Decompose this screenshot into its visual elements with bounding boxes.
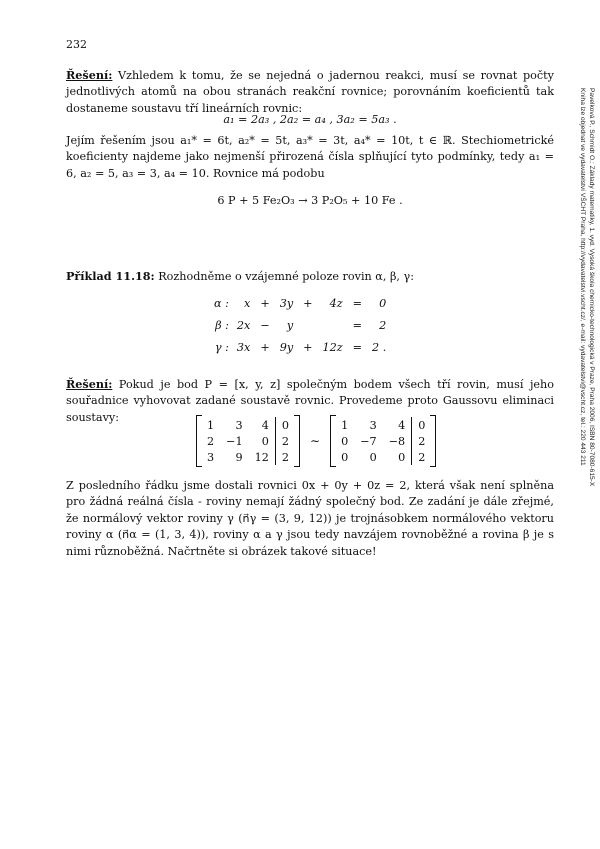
matrix-cell: 9 — [235, 450, 243, 464]
matrix-cell: 1 — [207, 418, 215, 432]
matrix-cell: 1 — [341, 418, 349, 432]
side-note-line-2: Kniha lze objednat ve vydavatelství VŠCHT Praha, http://vydavatelstvi.vscht.cz/, e-mail: vydavatelstvi@vscht.cz, tel.: 220 443 211 — [579, 88, 586, 466]
reaction-text: 6 P + 5 Fe₂O₃ → 3 P₂O₅ + 10 Fe . — [217, 194, 403, 207]
matrix-cell: 4 — [398, 418, 406, 432]
matrix-cell: 0 — [398, 450, 406, 464]
matrix-cell: 0 — [412, 417, 432, 433]
matrix-row — [201, 417, 295, 433]
similar-symbol: ∼ — [310, 434, 321, 448]
matrix-cell: 3 — [207, 450, 215, 464]
system-cell: + — [260, 340, 270, 354]
matrix-cell: −7 — [360, 434, 377, 448]
matrix-cell: 0 — [341, 434, 349, 448]
system-row — [210, 314, 390, 336]
matrix-cell: 2 — [275, 449, 295, 465]
solution-paragraph-2: Jejím řešením jsou a₁* = 6t, a₂* = 5t, a₃* = 3t, a₄* = 10t, t ∈ ℝ. Stechiometrické koeficienty najdeme jako nejmenší přirozená čísla splňující tyto podmínky, tedy a₁ = 6, a₂ = 5, a₃ = 3, a₄ = 10. Rovnice má podobu — [66, 134, 554, 180]
system-cell — [297, 314, 318, 336]
matrix-cell: 0 — [261, 434, 269, 448]
matrix-cell: 0 — [341, 450, 349, 464]
example-text: Rozhodněme o vzájemné poloze rovin α, β, γ: — [154, 270, 414, 283]
solution-text-2: Pokud je bod P = [x, y, z] společným bodem všech tří rovin, musí jeho souřadnice vyhovovat zadané soustavě rovnic. Provedeme proto Gaussovu eliminaci soustavy: — [66, 378, 554, 424]
system-cell: 12z — [322, 340, 343, 354]
system-cell: β : — [215, 318, 229, 332]
system-cell: 3x — [236, 340, 251, 354]
solution-paragraph-1 — [66, 67, 554, 117]
system-cell: − — [260, 318, 270, 332]
system-cell: 2x — [236, 318, 251, 332]
system-cell: 2 — [379, 318, 387, 332]
system-cell: α : — [214, 296, 229, 310]
solution-heading: Řešení: — [66, 68, 113, 82]
example-heading: Příklad 11.18: — [66, 269, 155, 283]
system-cell: + — [260, 296, 270, 310]
example-paragraph — [66, 268, 554, 285]
matrix-cell: 12 — [254, 450, 269, 464]
matrix-cell: −8 — [388, 434, 406, 448]
system-cell: 3y — [279, 296, 294, 310]
matrix-row — [335, 433, 431, 449]
conclusion-paragraph: Z posledního řádku jsme dostali rovnici 0x + 0y + 0z = 2, která však není splněna pro žádná reálná čísla - roviny nemají žádný společný bod. Ze zadání je dále zřejmé, že normálový vektor roviny γ (n⃗γ = (3, 9, 12)) je trojnásobkem normálového vektoru roviny α (n⃗α = (1, 3, 4)), roviny α a γ jsou tedy navzájem rovnoběžné a rovina β je s nimi různoběžná. Načrtněte si obrázek takové situace! — [66, 479, 554, 558]
matrix-cell: 0 — [369, 450, 377, 464]
gauss-elimination — [196, 417, 436, 465]
matrix-cell: 3 — [235, 418, 243, 432]
matrix-row — [335, 417, 431, 433]
matrix-cell: 2 — [412, 433, 432, 449]
matrix-left — [196, 417, 300, 465]
system-cell: x — [244, 296, 251, 310]
system-cell: + — [303, 296, 313, 310]
matrix-cell: 0 — [275, 417, 295, 433]
system-cell: = — [352, 318, 363, 332]
system-cell: 9y — [279, 340, 294, 354]
matrix-cell: 4 — [261, 418, 269, 432]
matrix-row — [201, 449, 295, 465]
system-cell: 4z — [329, 296, 343, 310]
matrix-cell: −1 — [226, 434, 243, 448]
system-cell: γ : — [214, 340, 229, 354]
reaction-equation — [66, 194, 554, 207]
matrix-cell: 2 — [207, 434, 215, 448]
side-note — [570, 88, 600, 588]
side-note-text — [578, 88, 596, 486]
matrix-row — [335, 449, 431, 465]
page-number: 232 — [66, 38, 87, 51]
solution-heading-2: Řešení: — [66, 377, 113, 391]
solution-text: Vzhledem k tomu, že se nejedná o jadernou reakci, musí se rovnat počty jednotlivých atomů na obou stranách reakční rovnice; porovnáním koeficientů tak dostaneme soustavu tří lineárních rovnic: — [66, 69, 554, 115]
system-cell: 0 — [379, 296, 387, 310]
system-cell: = — [352, 340, 363, 354]
system-cell — [319, 314, 347, 336]
system-row — [210, 292, 390, 314]
system-cell: 2 . — [372, 340, 387, 354]
system-cell: + — [303, 340, 313, 354]
equation-line: a₁ = 2a₃ , 2a₂ = a₄ , 3a₂ = 5a₃ . — [223, 113, 397, 126]
matrix-cell: 2 — [412, 449, 432, 465]
system-cell: y — [286, 318, 294, 332]
matrix-row — [201, 433, 295, 449]
side-note-line-1: Pavelková P., Schmidt O.: Základy matematiky, 1. vyd. Vysoká škola chemicko-technologická v Praze, Praha 2006, ISBN 80-7080-615-X — [588, 88, 595, 487]
matrix-cell: 2 — [275, 433, 295, 449]
matrix-right — [330, 417, 436, 465]
system-row — [210, 336, 390, 358]
equation-system — [210, 292, 390, 358]
system-cell: = — [352, 296, 363, 310]
matrix-cell: 3 — [369, 418, 377, 432]
